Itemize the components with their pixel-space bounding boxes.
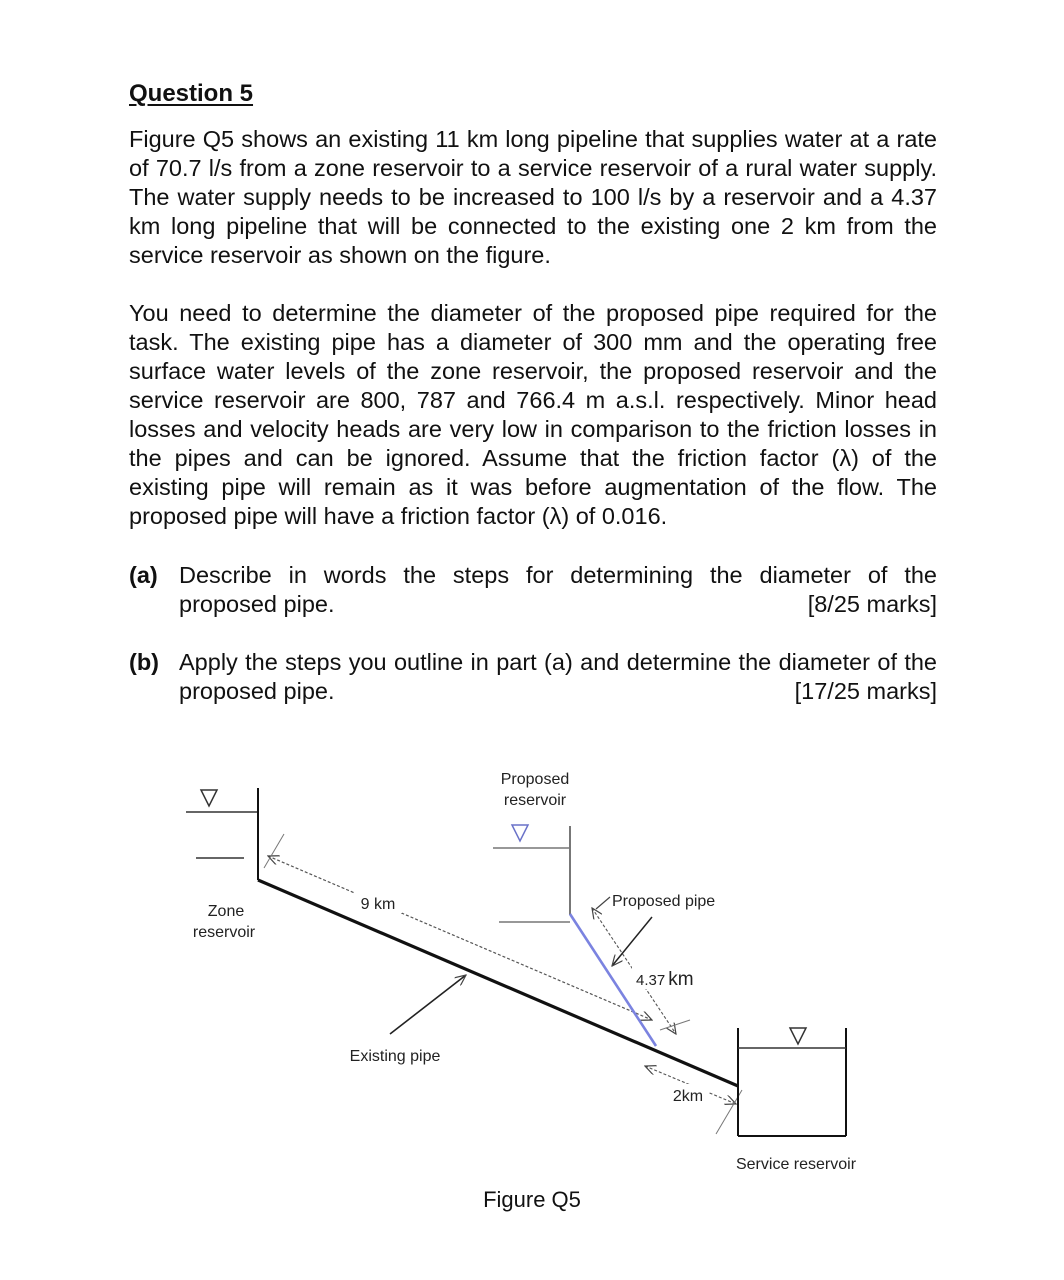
dim-9km-label: 9 km: [360, 896, 396, 913]
water-level-icon: [790, 1028, 806, 1044]
dim-2km-label: 2km: [672, 1088, 704, 1105]
paragraph-intro: Figure Q5 shows an existing 11 km long pipeline that supplies water at a rate of 70.7 l/s from a zone reservoir to a service reservoir of a rural water supply. The water supply needs to be increased to 100 l/s by a reservoir and a 4.37 km long pipeline that will be connected to the existing one 2 km from the service reservoir as shown on the figure.: [129, 126, 937, 268]
figure-q5: [0, 740, 1064, 1220]
part-b-label: (b): [129, 649, 160, 675]
dim-9km-line: [268, 856, 652, 1020]
proposed-reservoir: [493, 825, 570, 922]
zone-reservoir: [186, 788, 258, 880]
proposed-pipe-pointer-arrow: [596, 897, 610, 909]
water-level-icon: [201, 790, 217, 806]
service-reservoir: [738, 1028, 846, 1136]
part-a-label: (a): [129, 562, 158, 588]
paragraph-details: You need to determine the diameter of the proposed pipe required for the task. The existing pipe has a diameter of 300 mm and the operating free surface water levels of the zone reservoir, the proposed reservoir and the service reservoir are 800, 787 and 766.4 m a.s.l. respectively. Minor head losses and velocity heads are very low in comparison to the friction losses in the pipes and can be ignored. Assume that the friction factor (λ) of the existing pipe will remain as it was before augmentation of the flow. The proposed pipe will have a friction factor (λ) of 0.016.: [129, 300, 937, 529]
figure-caption: Figure Q5: [483, 1187, 581, 1212]
question-title: Question 5: [129, 80, 254, 107]
part-b-marks: [17/25 marks]: [794, 678, 937, 704]
proposed-pipe-pointer: [612, 917, 652, 966]
service-reservoir-label: Service reservoir: [735, 1156, 857, 1173]
part-a-marks: [8/25 marks]: [807, 591, 937, 617]
part-a-text: Describe in words the steps for determining the diameter of the proposed pipe.: [179, 562, 937, 617]
proposed-pipe-label: Proposed pipe: [612, 893, 716, 910]
part-b-text: Apply the steps you outline in part (a) and determine the diameter of the proposed pipe.: [179, 649, 937, 704]
zone-reservoir-label-2: reservoir: [192, 924, 256, 941]
proposed-reservoir-label-1: Proposed: [500, 771, 570, 788]
dim-9km-tick: [264, 834, 284, 868]
dim-437km-tick: [660, 1020, 690, 1030]
zone-reservoir-label-1: Zone: [207, 903, 245, 920]
existing-pipe-label: Existing pipe: [349, 1048, 441, 1065]
proposed-reservoir-label-2: reservoir: [503, 792, 567, 809]
water-level-icon: [512, 825, 528, 841]
dim-437km-label: 4.37 km: [636, 969, 694, 990]
existing-pipe-pointer: [390, 975, 466, 1034]
